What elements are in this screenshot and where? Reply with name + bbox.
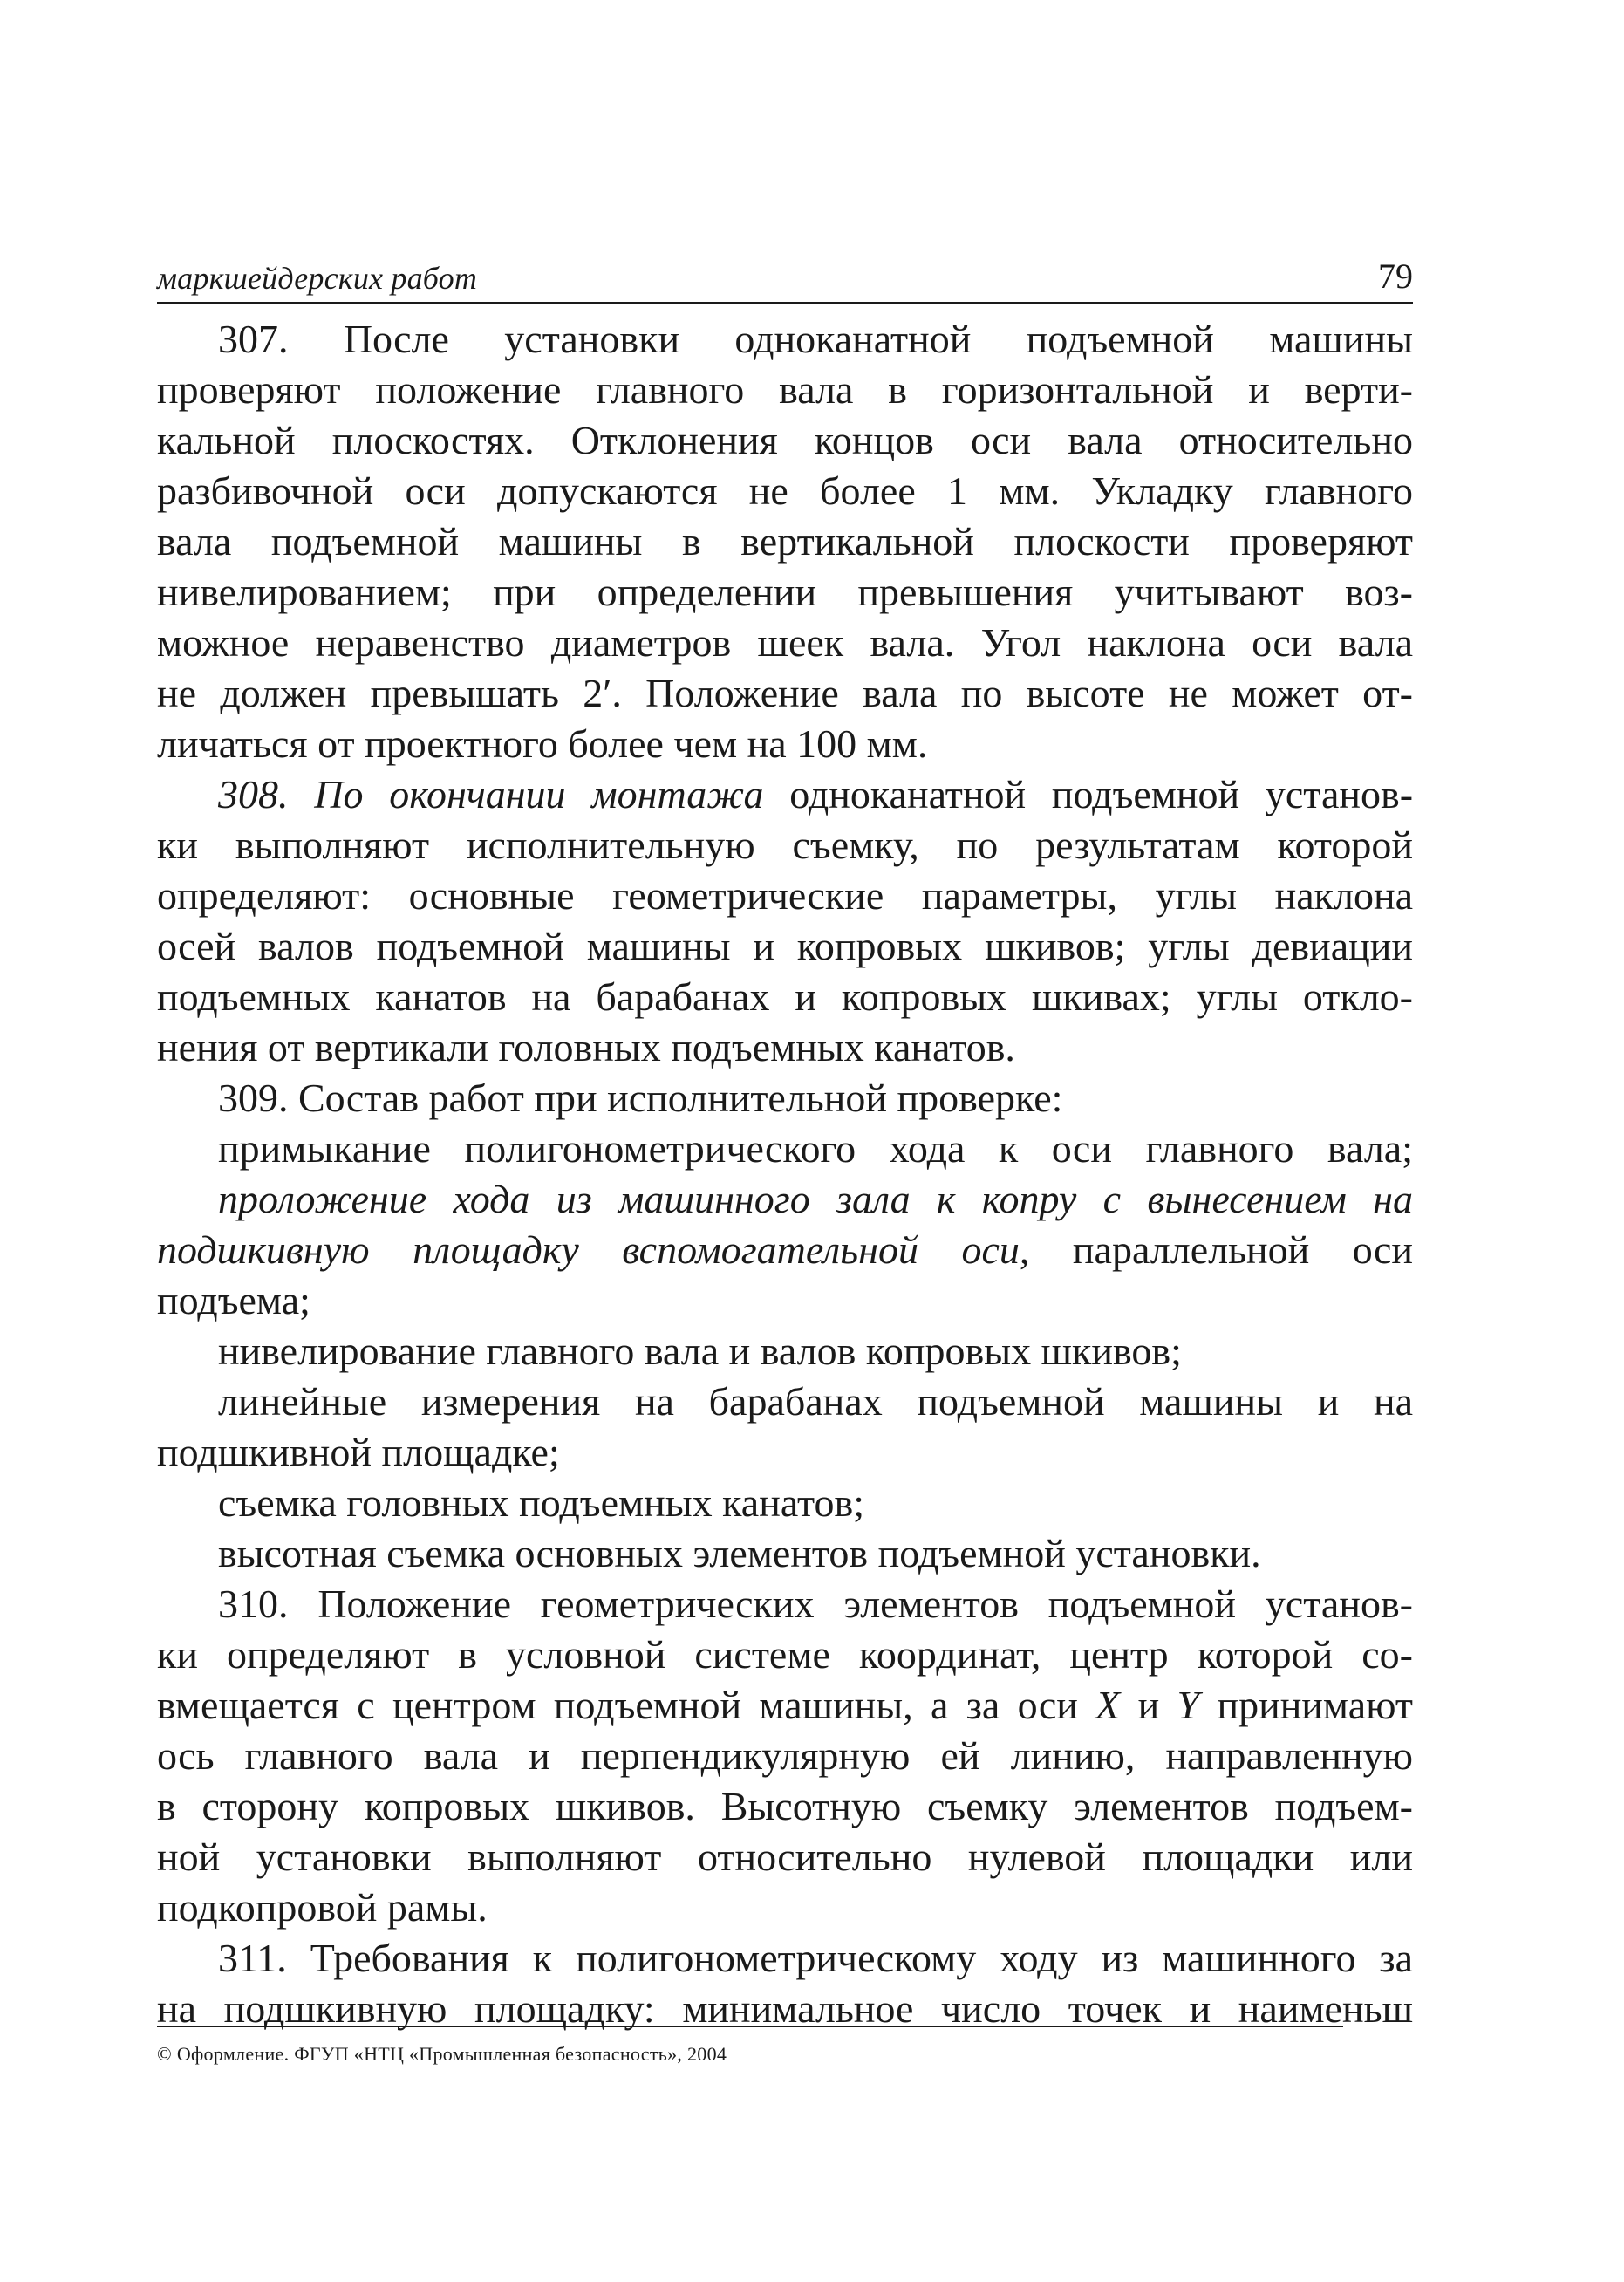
text-line	[157, 1427, 1413, 1478]
text-line	[157, 668, 1413, 719]
text-line	[157, 516, 1413, 567]
text-line	[157, 1124, 1413, 1174]
text-line	[157, 1680, 1413, 1731]
text-line	[157, 415, 1413, 466]
page-number: 79	[1378, 256, 1413, 296]
text-line	[157, 1174, 1413, 1225]
text-line	[157, 820, 1413, 871]
text-line	[157, 1579, 1413, 1630]
text-run: 308.	[218, 772, 315, 816]
text-line	[157, 871, 1413, 921]
text-line	[157, 972, 1413, 1022]
text-line	[157, 1326, 1413, 1377]
text-line	[157, 1882, 1413, 1933]
text-run: нивелирование главного вала и валов копровых шкивов;	[218, 1329, 1182, 1373]
text-line	[157, 1731, 1413, 1781]
text-run: в сторону копровых шкивов. Высотную съемку элементов подъем-	[157, 1784, 1413, 1828]
text-run: личаться от проектного более чем на 100 мм.	[157, 721, 928, 766]
text-run: 309. Состав работ при исполнительной проверке:	[218, 1076, 1063, 1120]
text-run: нивелированием; при определении превышения учитывают воз-	[157, 570, 1413, 614]
text-run: кальной плоскостях. Отклонения концов оси вала относительно	[157, 418, 1413, 462]
text-line	[157, 1478, 1413, 1528]
document-page	[157, 0, 1413, 2282]
text-run: X	[1095, 1683, 1121, 1727]
text-run: 311. Требования к полигонометрическому ходу из машинного за	[218, 1936, 1413, 1980]
text-run: проверяют положение главного вала в горизонтальной и верти-	[157, 367, 1413, 412]
text-run: подъемных канатов на барабанах и копровых шкивах; углы откло-	[157, 974, 1413, 1019]
text-run: на подшкивную площадку: минимальное число точек и наименьш	[157, 1986, 1413, 2031]
text-run: вмещается с центром подъемной машины, а за оси	[157, 1683, 1096, 1727]
text-run: нения от вертикали головных подъемных канатов.	[157, 1025, 1015, 1069]
text-run: определяют: основные геометрические параметры, углы наклона	[157, 873, 1413, 918]
text-run: проложение хода из машинного зала к копру с вынесением на	[218, 1177, 1413, 1221]
text-line	[157, 719, 1413, 769]
text-run: подшкивной площадке;	[157, 1430, 560, 1474]
text-run: примыкание полигонометрического хода к оси главного вала;	[218, 1126, 1413, 1171]
text-run: 307. После установки одноканатной подъемной машины	[218, 317, 1413, 361]
text-run: можное неравенство диаметров шеек вала. Угол наклона оси вала	[157, 620, 1413, 665]
text-run: одноканатной подъемной установ-	[763, 772, 1414, 816]
running-head-title: маркшейдерских работ	[157, 261, 478, 296]
text-run: разбивочной оси допускаются не более 1 мм. Укладку главного	[157, 468, 1413, 513]
text-run: высотная съемка основных элементов подъемной установки.	[218, 1531, 1261, 1575]
text-line	[157, 1225, 1413, 1275]
text-run: подъема;	[157, 1278, 310, 1322]
copyright-footer: © Оформление. ФГУП «НТЦ «Промышленная безопасность», 2004	[157, 2043, 727, 2065]
text-line	[157, 618, 1413, 668]
text-line	[157, 921, 1413, 972]
text-line	[157, 1528, 1413, 1579]
text-line	[157, 1832, 1413, 1882]
text-run: подкопровой рамы.	[157, 1885, 488, 1930]
text-run: линейные измерения на барабанах подъемной машины и на	[218, 1379, 1413, 1424]
text-run: вала подъемной машины в вертикальной плоскости проверяют	[157, 519, 1413, 564]
text-run: подшкивную площадку вспомогательной оси	[157, 1227, 1020, 1272]
text-line	[157, 1275, 1413, 1326]
text-line	[157, 314, 1413, 365]
text-run: 310. Положение геометрических элементов подъемной установ-	[218, 1582, 1413, 1626]
text-run: ной установки выполняют относительно нулевой площадки или	[157, 1834, 1413, 1879]
text-run: , параллельной оси	[1019, 1227, 1413, 1272]
text-line	[157, 769, 1413, 820]
text-run: ки выполняют исполнительную съемку, по результатам которой	[157, 823, 1413, 867]
text-line	[157, 1781, 1413, 1832]
text-line	[157, 1377, 1413, 1427]
text-line	[157, 1073, 1413, 1124]
text-line	[157, 1933, 1413, 1984]
body-text	[157, 314, 1413, 2034]
text-run: и	[1120, 1683, 1177, 1727]
text-run: По окончании монтажа	[314, 772, 764, 816]
footer-rule	[157, 2026, 1343, 2027]
text-run: ки определяют в условной системе координат, центр которой со-	[157, 1632, 1413, 1677]
text-line	[157, 365, 1413, 415]
running-head	[157, 253, 1413, 304]
text-run: не должен превышать 2′. Положение вала по высоте не может от-	[157, 671, 1413, 715]
text-run: съемка головных подъемных канатов;	[218, 1480, 865, 1525]
text-run: ось главного вала и перпендикулярную ей линию, направленную	[157, 1733, 1413, 1778]
text-line	[157, 567, 1413, 618]
text-line	[157, 1022, 1413, 1073]
text-line	[157, 466, 1413, 516]
text-line	[157, 1630, 1413, 1680]
text-run: принимают	[1199, 1683, 1414, 1727]
text-run: Y	[1177, 1683, 1200, 1727]
text-run: осей валов подъемной машины и копровых шкивов; углы девиации	[157, 924, 1413, 968]
